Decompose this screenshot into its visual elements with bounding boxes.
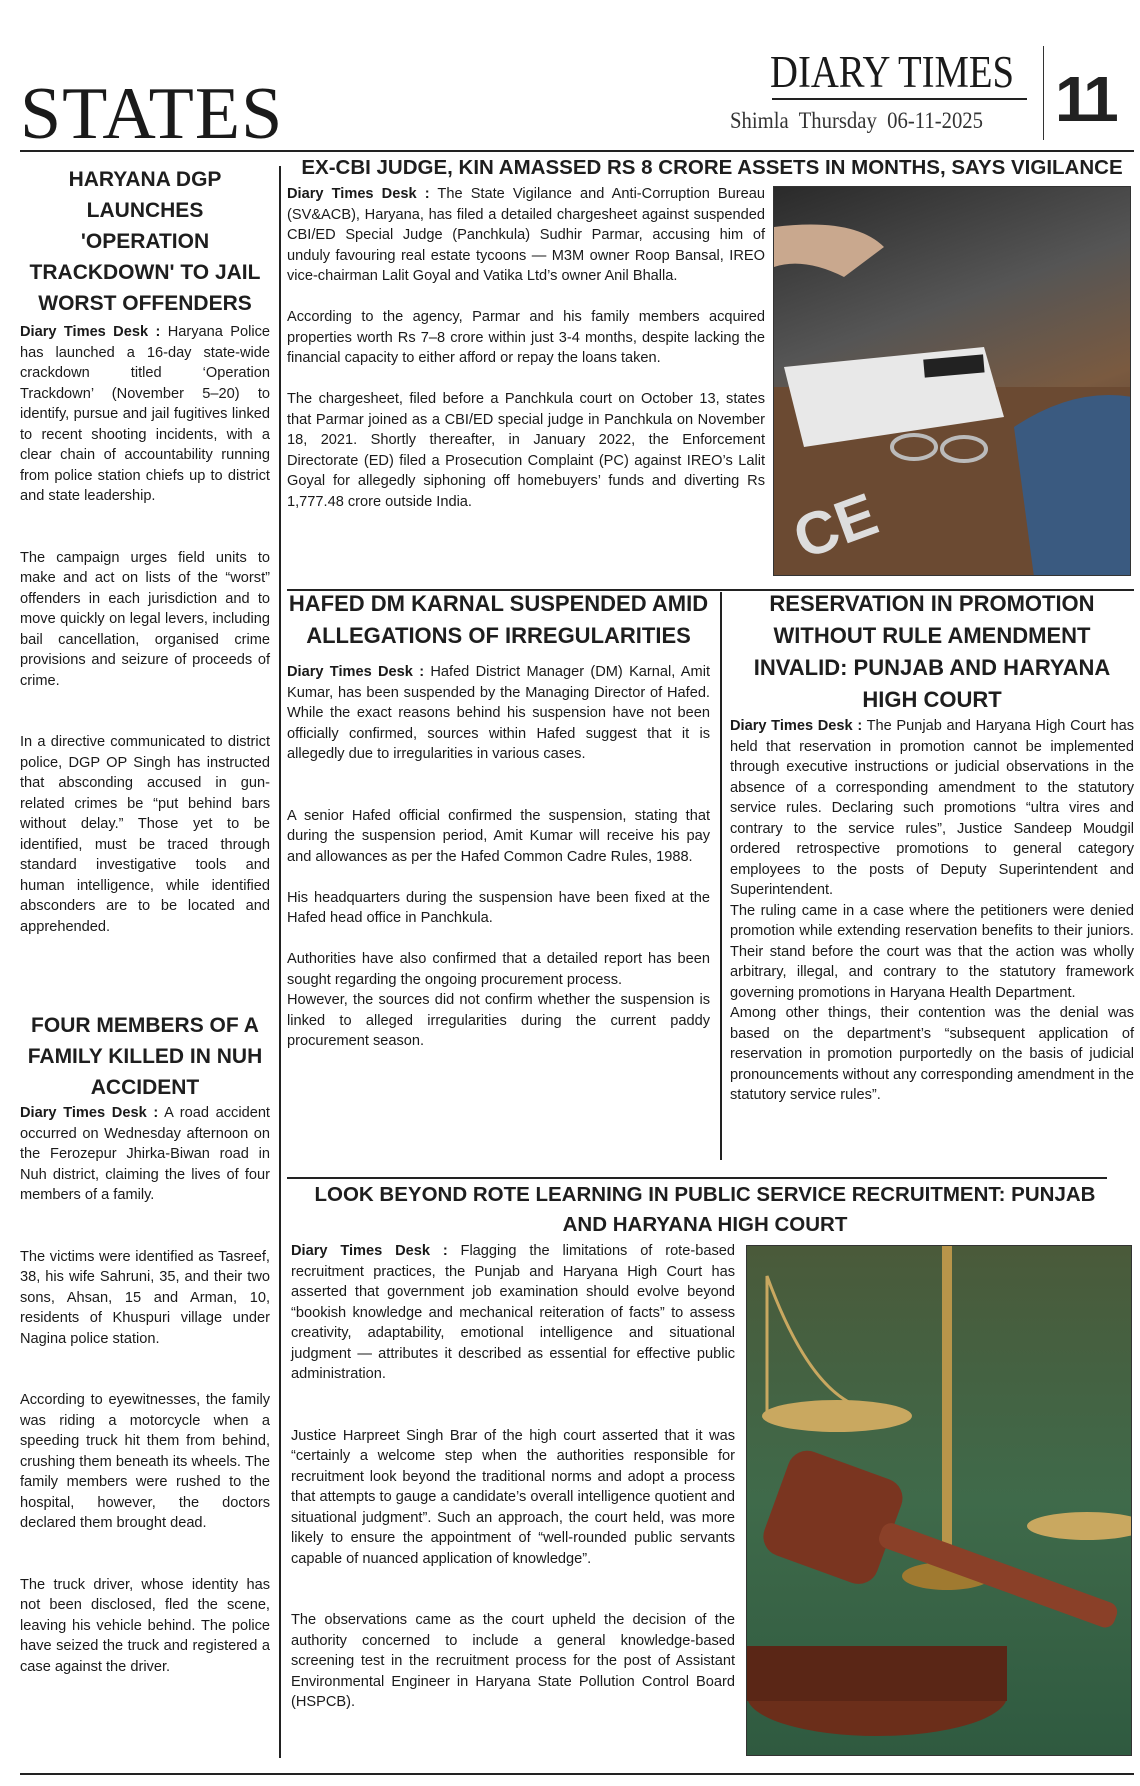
paragraph: His headquarters during the suspension have been fixed at the Hafed head office in Panchkula. [287,889,710,926]
paragraph: The truck driver, whose identity has not been disclosed, fled the scene, leaving his vehicle behind. The police have seized the truck and registered a case against the driver. [20,1576,270,1675]
headline: FOUR MEMBERS OF A FAMILY KILLED IN NUH ACCIDENT [27,1014,263,1099]
brand-name: DIARY TIMES [770,47,1015,97]
paragraph: Justice Harpreet Singh Brar of the high court asserted that it was “certainly a welcome step when the authorities responsible for recruitment look beyond the traditional norms and adopt a process that attempts to gauge a candidate’s overall intelligence quotient and situational judgment”. Such an approach, the court held, was more likely to ensure the appointment of “well-rounded public servants capable of nuanced application of knowledge”. [291,1427,735,1567]
byline: Diary Times Desk : [730,718,863,734]
paragraph: The campaign urges field units to make and act on lists of the “worst” offenders in each jurisdiction and to move quickly on legal levers, including bail cancellation, organised crime provisions and seizure of proceeds of crime. [20,549,270,689]
column-divider [279,166,281,1758]
headline-rote: LOOK BEYOND ROTE LEARNING IN PUBLIC SERVICE RECRUITMENT: PUNJAB AND HARYANA HIGH COURT [314,1183,1096,1236]
byline: Diary Times Desk : [287,664,425,680]
headline: RESERVATION IN PROMOTION WITHOUT RULE AMENDMENT INVALID: PUNJAB AND HARYANA HIGH COURT [753,591,1111,712]
article-nuh [20,1010,270,1698]
headline-cbi: EX-CBI JUDGE, KIN AMASSED RS 8 CRORE ASSETS IN MONTHS, SAYS VIGILANCE [301,156,1123,179]
paragraph: According to the agency, Parmar and his family members acquired properties worth Rs 7–8 crore within just 3-4 months, despite lacking the financial capacity to either afford or repay the loans taken. [287,309,765,366]
paragraph: The observations came as the court upheld the decision of the authority concerned to include a general knowledge-based screening test in the recruitment process for the post of Assistant Environmental Engineer in Haryana State Pollution Control Board (HSPCB). [291,1612,735,1710]
dateline [730,108,983,134]
section-title: STATES [20,73,284,155]
byline: Diary Times Desk : [20,1105,159,1121]
gavel-icon [747,1246,1132,1756]
headline: HAFED DM KARNAL SUSPENDED AMID ALLEGATIONS OF IRREGULARITIES [288,591,709,648]
page-number: 11 [1055,63,1115,135]
section-rule [287,1177,1107,1179]
bottom-rule [20,1773,1134,1775]
byline: Diary Times Desk : [291,1243,448,1259]
paragraph: Haryana Police has launched a 16-day state-wide crackdown titled ‘Operation Trackdown’ (November 5–20) to identify, pursue and jail fugitives linked to recent shooting incidents, with a clear chain of accountability running from police station chiefs up to district and state leadership. [20,324,270,504]
photo-handcuffs-icon [774,187,1131,576]
paragraph: In a directive communicated to district police, DGP OP Singh has instructed that absconding accused in gun-related crimes be “put behind bars without delay.” Those yet to be identified, must be traced through standard investigative tools and human intelligence, while identified absconders are to be located and apprehended. [20,734,270,935]
day: Thursday [798,108,877,133]
byline: Diary Times Desk : [20,324,161,340]
article-reservation [730,588,1134,1106]
article-dgp [20,164,270,937]
paragraph: The State Vigilance and Anti-Corruption Bureau (SV&ACB), Haryana, has filed a detailed chargesheet against suspended CBI/ED Special Judge (Panchkula) Sudhir Parmar, accusing him of unduly favouring real estate tycoons — M3M owner Roop Bansal, IREO vice-chairman Lalit Goyal and Vatika Ltd’s owner Anil Bhalla. [287,186,765,284]
paragraph: Authorities have also confirmed that a detailed report has been sought regarding the ongoing procurement process. [287,951,710,988]
paragraph: Among other things, their contention was the denial was based on the department’s “subsequent application of reservation in promotion purportedly on the basis of judicial pronouncements without any corresponding amendment in the statutory service rules”. [730,1005,1135,1103]
article-rote [291,1241,735,1733]
paragraph: Hafed District Manager (DM) Karnal, Amit Kumar, has been suspended by the Managing Director of Hafed. While the exact reasons behind his suspension have not been officially confirmed, sources within Hafed suggest that it is allegedly due to irregularities in various cases. [287,664,710,762]
byline: Diary Times Desk : [287,186,430,202]
article-hafed [287,588,710,1052]
paragraph: A senior Hafed official confirmed the suspension, stating that during the suspension period, Amit Kumar will receive his pay and allowances as per the Hafed Common Cadre Rules, 1988. [287,807,710,865]
paragraph: However, the sources did not confirm whether the suspension is linked to alleged irregularities during the current paddy procurement season. [287,992,710,1049]
location: Shimla [730,108,789,133]
paragraph: The chargesheet, filed before a Panchkula court on October 13, states that Parmar joined as a CBI/ED special judge in Panchkula on November 18, 2021. Shortly thereafter, in January 2022, the Enforcement Directorate (ED) filed a Prosecution Complaint (PC) against IREO’s Lalit Goyal for allegedly siphoning off homebuyers’ funds and diverting Rs 1,777.48 crore outside India. [287,391,765,510]
paragraph: The Punjab and Haryana High Court has held that reservation in promotion cannot be implemented through executive instructions or judicial observations in the absence of a corresponding amendment to the statutory service rules. Declaring such promotions “ultra vires and contrary to the service rules”, Justice Sandeep Moudgil ordered retrospective promotions to general category employees to the posts of Deputy Superintendent and Superintendent. [730,718,1134,898]
paragraph: The victims were identified as Tasreef, 38, his wife Sahruni, 35, and their two sons, Ahsan, 15 and Arman, 10, residents of Khuspuri village under Nagina police station. [20,1248,270,1347]
brand-rule [772,98,1027,100]
paragraph: A road accident occurred on Wednesday afternoon on the Ferozepur Jhirka-Biwan road in Nuh district, claiming the lives of four members of a family. [20,1105,270,1203]
paragraph: The ruling came in a case where the petitioners were denied promotion while extending reservation benefits to their juniors. Their stand before the court was that the action was wholly arbitrary, illegal, and contrary to the statutory framework governing promotions in Haryana Health Department. [730,902,1134,1001]
date: 06-11-2025 [887,108,983,133]
paragraph: According to eyewitnesses, the family was riding a motorcycle when a speeding truck hit them from behind, crushing them beneath its wheels. The family members were rushed to the hospital, however, the doctors declared them brought dead. [20,1392,270,1531]
photo-handcuffs-desk [773,186,1131,576]
paragraph: Flagging the limitations of rote-based recruitment practices, the Punjab and Haryana High Court has asserted that government job examination should evolve beyond “bookish knowledge and mechanical reiteration of facts” to assess creativity, adaptability, emotional intelligence and situational judgment — attributes it described as essential for effective public administration. [291,1243,735,1382]
photo-gavel-scales [746,1245,1132,1756]
column-divider [720,592,722,1160]
svg-text:CE: CE [784,480,887,572]
masthead-divider [1043,46,1044,140]
article-cbi [287,184,765,533]
headline: HARYANA DGP LAUNCHES 'OPERATION TRACKDOWN' TO JAIL WORST OFFENDERS [29,168,261,315]
